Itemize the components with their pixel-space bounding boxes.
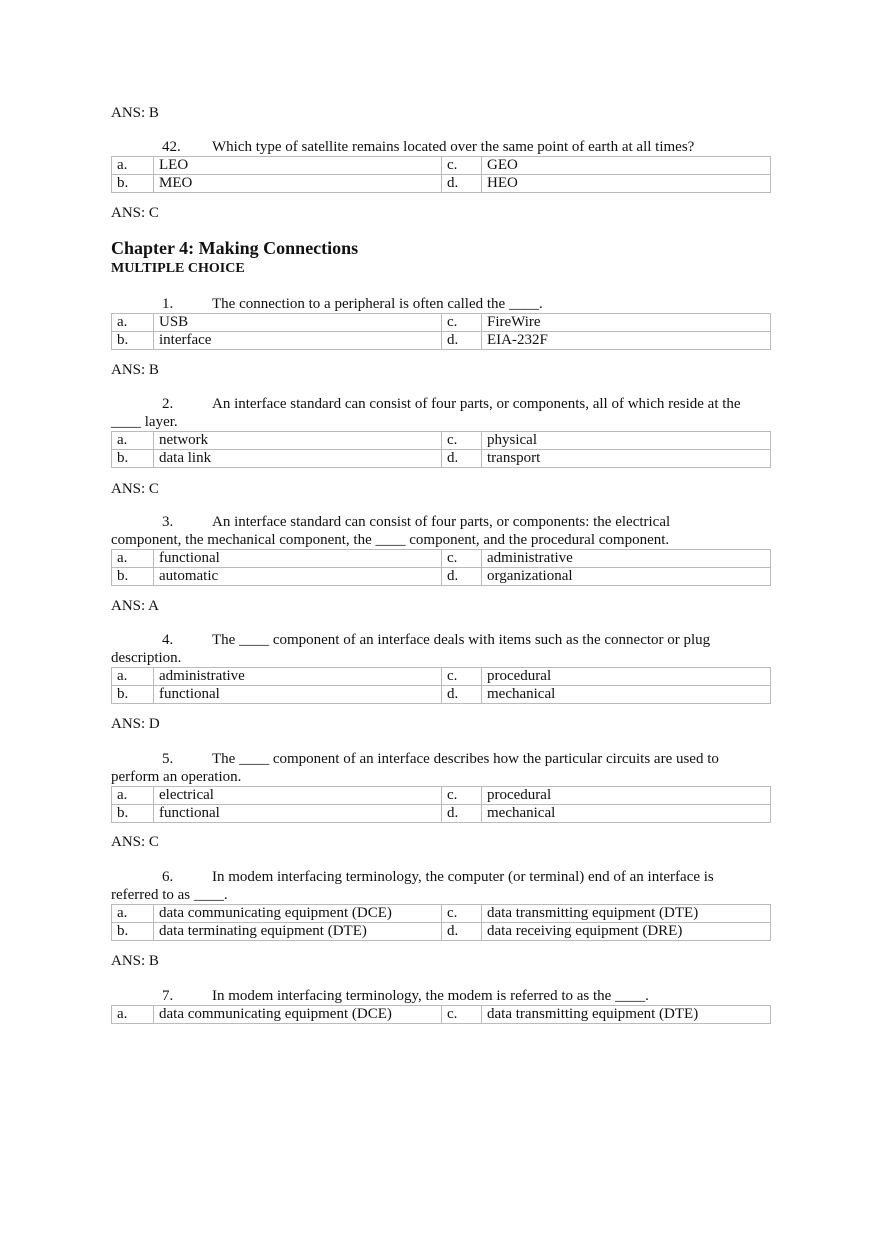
option-letter: b. — [112, 450, 154, 468]
option-letter: b. — [112, 805, 154, 823]
option-letter: c. — [442, 668, 482, 686]
question — [111, 296, 741, 314]
options-row — [112, 550, 771, 568]
option-text: EIA-232F — [482, 332, 771, 350]
options-table — [111, 156, 771, 193]
option-letter: b. — [112, 568, 154, 586]
option-text: data terminating equipment (DTE) — [154, 923, 442, 941]
option-text: administrative — [154, 668, 442, 686]
option-letter: d. — [442, 805, 482, 823]
option-letter: d. — [442, 686, 482, 704]
previous-answer: ANS: B — [111, 105, 159, 121]
option-text: physical — [482, 432, 771, 450]
question — [111, 514, 741, 549]
option-letter: a. — [112, 1006, 154, 1024]
options-row — [112, 805, 771, 823]
chapter-title: Chapter 4: Making Connections — [111, 238, 359, 258]
option-letter: d. — [442, 175, 482, 193]
option-letter: b. — [112, 332, 154, 350]
option-text: data transmitting equipment (DTE) — [482, 905, 771, 923]
option-text: FireWire — [482, 314, 771, 332]
option-letter: a. — [112, 905, 154, 923]
question-number: 3. — [162, 514, 174, 530]
option-letter: c. — [442, 550, 482, 568]
options-row — [112, 332, 771, 350]
question-number: 6. — [162, 869, 174, 885]
options-row — [112, 568, 771, 586]
question-text: The ____ component of an interface describes how the particular circuits are used to perform an operation. — [111, 751, 719, 785]
option-letter: c. — [442, 157, 482, 175]
answer: ANS: B — [111, 362, 159, 378]
options-row — [112, 905, 771, 923]
question-text: The connection to a peripheral is often called the ____. — [212, 296, 543, 312]
option-letter: a. — [112, 314, 154, 332]
question-number: 4. — [162, 632, 174, 648]
question-text: The ____ component of an interface deals with items such as the connector or plug description. — [111, 632, 711, 666]
question-number: 2. — [162, 396, 174, 412]
options-row — [112, 1006, 771, 1024]
options-row — [112, 450, 771, 468]
answer: ANS: C — [111, 481, 159, 497]
option-letter: c. — [442, 1006, 482, 1024]
option-letter: c. — [442, 905, 482, 923]
options-row — [112, 787, 771, 805]
question — [111, 396, 741, 431]
options-table — [111, 667, 771, 704]
options-table — [111, 313, 771, 350]
option-text: mechanical — [482, 805, 771, 823]
answer: ANS: D — [111, 716, 160, 732]
option-text: LEO — [154, 157, 442, 175]
option-text: procedural — [482, 787, 771, 805]
option-letter: c. — [442, 314, 482, 332]
options-table — [111, 549, 771, 586]
option-letter: a. — [112, 432, 154, 450]
option-letter: a. — [112, 550, 154, 568]
option-text: electrical — [154, 787, 442, 805]
question-number: 5. — [162, 751, 174, 767]
option-letter: c. — [442, 787, 482, 805]
section-heading: MULTIPLE CHOICE — [111, 261, 245, 276]
option-text: organizational — [482, 568, 771, 586]
options-table — [111, 1005, 771, 1024]
option-letter: a. — [112, 787, 154, 805]
question-text: An interface standard can consist of four parts, or components: the electrical component, the mechanical component, the ____ component, and the procedural component. — [111, 514, 671, 548]
option-text: functional — [154, 805, 442, 823]
option-letter: d. — [442, 568, 482, 586]
option-text: transport — [482, 450, 771, 468]
option-text: HEO — [482, 175, 771, 193]
answer: ANS: C — [111, 205, 159, 221]
options-table — [111, 431, 771, 468]
question — [111, 869, 741, 904]
question — [111, 988, 741, 1006]
question-text: In modem interfacing terminology, the modem is referred to as the ____. — [212, 988, 649, 1004]
options-row — [112, 923, 771, 941]
question-text: Which type of satellite remains located over the same point of earth at all times? — [212, 139, 695, 155]
option-text: network — [154, 432, 442, 450]
question — [111, 632, 741, 667]
question — [111, 751, 741, 786]
question — [111, 139, 741, 157]
option-text: data communicating equipment (DCE) — [154, 905, 442, 923]
question-number: 7. — [162, 988, 174, 1004]
option-text: data transmitting equipment (DTE) — [482, 1006, 771, 1024]
answer: ANS: A — [111, 598, 159, 614]
option-text: administrative — [482, 550, 771, 568]
option-text: functional — [154, 550, 442, 568]
option-text: automatic — [154, 568, 442, 586]
options-row — [112, 157, 771, 175]
options-table — [111, 904, 771, 941]
option-text: USB — [154, 314, 442, 332]
answer: ANS: B — [111, 953, 159, 969]
option-text: GEO — [482, 157, 771, 175]
option-letter: b. — [112, 175, 154, 193]
option-text: procedural — [482, 668, 771, 686]
options-row — [112, 668, 771, 686]
question-number: 42. — [162, 139, 181, 155]
question-text: An interface standard can consist of four parts, or components, all of which reside at the ____ layer. — [111, 396, 741, 430]
option-text: data link — [154, 450, 442, 468]
option-text: functional — [154, 686, 442, 704]
option-text: interface — [154, 332, 442, 350]
question-number: 1. — [162, 296, 174, 312]
option-text: mechanical — [482, 686, 771, 704]
options-row — [112, 432, 771, 450]
option-text: data receiving equipment (DRE) — [482, 923, 771, 941]
option-letter: d. — [442, 332, 482, 350]
question-text: In modem interfacing terminology, the computer (or terminal) end of an interface is referred to as ____. — [111, 869, 714, 903]
option-letter: a. — [112, 668, 154, 686]
option-letter: c. — [442, 432, 482, 450]
option-text: data communicating equipment (DCE) — [154, 1006, 442, 1024]
option-letter: b. — [112, 686, 154, 704]
option-letter: b. — [112, 923, 154, 941]
options-row — [112, 175, 771, 193]
option-letter: a. — [112, 157, 154, 175]
option-letter: d. — [442, 450, 482, 468]
option-text: MEO — [154, 175, 442, 193]
option-letter: d. — [442, 923, 482, 941]
answer: ANS: C — [111, 834, 159, 850]
options-row — [112, 686, 771, 704]
options-table — [111, 786, 771, 823]
options-row — [112, 314, 771, 332]
